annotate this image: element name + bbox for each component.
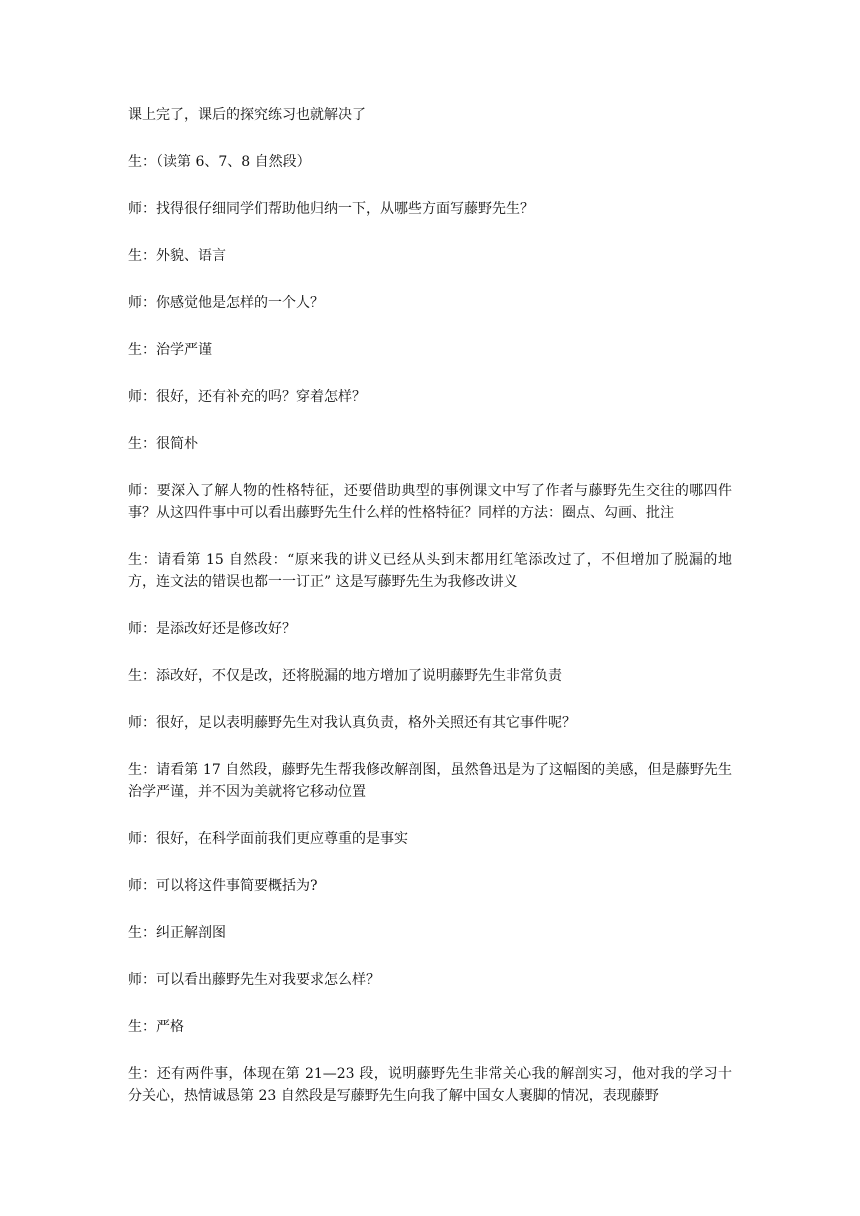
paragraph-4: 生：外貌、语言 bbox=[128, 248, 226, 264]
paragraph-9: 师：要深入了解人物的性格特征，还要借助典型的事例课文中写了作者与藤野先生交往的哪四件事？从这四件事中可以看出藤野先生什么样的性格特征？同样的方法：圈点、勾画、批注 bbox=[128, 483, 732, 521]
paragraph-10: 生：请看第 15 自然段：“原来我的讲义已经从头到末都用红笔添改过了，不但增加了脱漏的地方，连文法的错误也都一一订正” 这是写藤野先生为我修改讲义 bbox=[128, 552, 732, 590]
paragraph-12: 生：添改好，不仅是改，还将脱漏的地方增加了说明藤野先生非常负责 bbox=[128, 668, 562, 684]
paragraph-6: 生：治学严谨 bbox=[128, 342, 212, 358]
paragraph-11: 师：是添改好还是修改好？ bbox=[128, 621, 296, 637]
paragraph-1: 课上完了，课后的探究练习也就解决了 bbox=[128, 107, 366, 123]
paragraph-17: 生：纠正解剖图 bbox=[128, 925, 226, 941]
paragraph-2: 生：（读第 6、7、8 自然段） bbox=[128, 154, 311, 170]
paragraph-5: 师：你感觉他是怎样的一个人？ bbox=[128, 295, 324, 311]
paragraph-15: 师：很好，在科学面前我们更应尊重的是事实 bbox=[128, 831, 408, 847]
paragraph-14: 生：请看第 17 自然段，藤野先生帮我修改解剖图，虽然鲁迅是为了这幅图的美感，但是藤野先生治学严谨，并不因为美就将它移动位置 bbox=[128, 762, 732, 800]
paragraph-18: 师：可以看出藤野先生对我要求怎么样？ bbox=[128, 972, 380, 988]
paragraph-3: 师：找得很仔细同学们帮助他归纳一下，从哪些方面写藤野先生？ bbox=[128, 201, 534, 217]
paragraph-19: 生：严格 bbox=[128, 1019, 184, 1035]
paragraph-13: 师：很好，足以表明藤野先生对我认真负责，格外关照还有其它事件呢？ bbox=[128, 715, 576, 731]
paragraph-7: 师：很好，还有补充的吗？穿着怎样？ bbox=[128, 389, 366, 405]
paragraph-16: 师：可以将这件事简要概括为? bbox=[128, 878, 318, 894]
paragraph-20: 生：还有两件事，体现在第 21—23 段，说明藤野先生非常关心我的解剖实习，他对我的学习十分关心，热情诚恳第 23 自然段是写藤野先生向我了解中国女人裹脚的情况，表现藤野 bbox=[128, 1066, 732, 1104]
paragraph-8: 生：很简朴 bbox=[128, 436, 198, 452]
